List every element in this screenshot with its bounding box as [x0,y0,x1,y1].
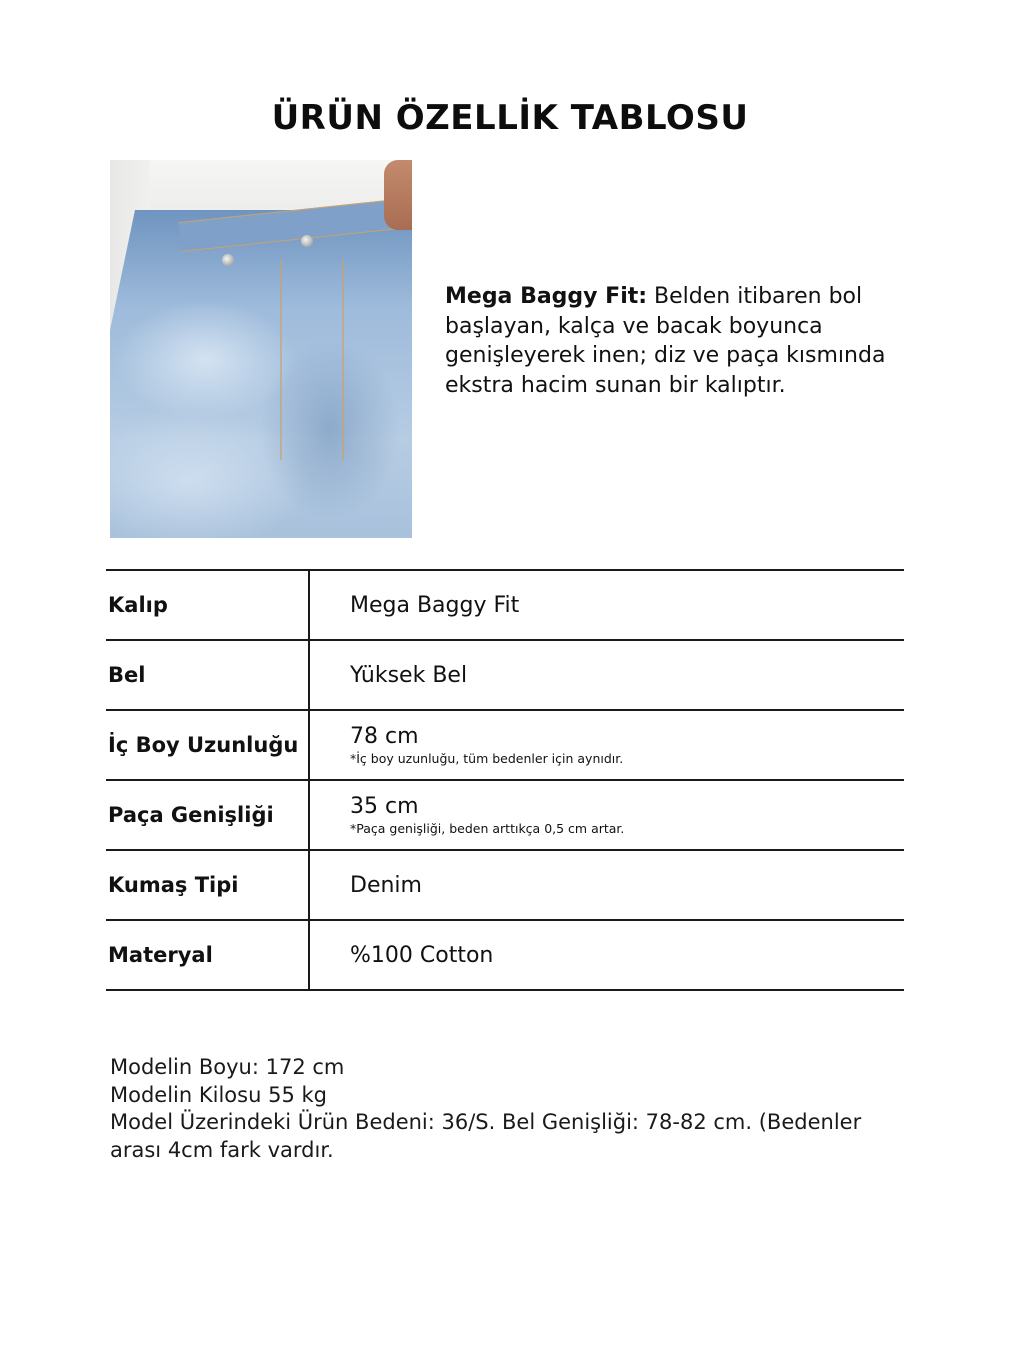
fit-description-text: Belden itibaren bol başlayan, kalça ve bacak boyunca genişleyerek inen; diz ve paça kısmında ekstra hacim sunan bir kalıptır. [445,284,886,398]
spec-table [106,569,904,991]
spec-value-text: Mega Baggy Fit [350,592,520,618]
model-height: Modelin Boyu: 172 cm [110,1055,345,1079]
table-row [106,710,904,780]
spec-note: *Paça genişliği, beden arttıkça 0,5 cm artar. [350,821,625,836]
spec-key: Materyal [106,920,309,990]
spec-value [309,710,904,780]
page-title: ÜRÜN ÖZELLİK TABLOSU [271,98,749,138]
photo-jeans [110,210,412,538]
size-difference-note: arası 4cm fark vardır. [110,1137,334,1162]
spec-key: Paça Genişliği [106,780,309,850]
photo-hand [384,160,412,230]
spec-key: Kalıp [106,570,309,640]
table-row [106,570,904,640]
spec-key: Kumaş Tipi [106,850,309,920]
spec-value-text: Denim [350,872,422,898]
spec-value-text: Yüksek Bel [350,662,468,688]
model-weight: Modelin Kilosu 55 kg [110,1082,327,1107]
spec-value [309,780,904,850]
spec-value-text: 35 cm [350,794,419,819]
spec-value-text: 78 cm [350,724,419,749]
model-info [110,1054,910,1164]
photo-button-icon [301,235,313,247]
spec-key: İç Boy Uzunluğu [106,710,309,780]
photo-fly-seam [280,260,344,460]
table-row [106,850,904,920]
spec-value [309,920,904,990]
fit-description [445,282,935,400]
photo-button-icon [222,254,234,266]
fit-description-label: Mega Baggy Fit: [445,284,648,309]
spec-value [309,850,904,920]
spec-value [309,570,904,640]
spec-value [309,640,904,710]
model-size: Model Üzerindeki Ürün Bedeni: 36/S. Bel Genişliği: 78-82 cm. (Bedenler [110,1110,862,1134]
table-row [106,780,904,850]
spec-note: *İç boy uzunluğu, tüm bedenler için aynıdır. [350,751,624,766]
table-row [106,920,904,990]
spec-key: Bel [106,640,309,710]
spec-value-text: %100 Cotton [350,942,494,968]
table-row [106,640,904,710]
product-photo [110,160,412,538]
